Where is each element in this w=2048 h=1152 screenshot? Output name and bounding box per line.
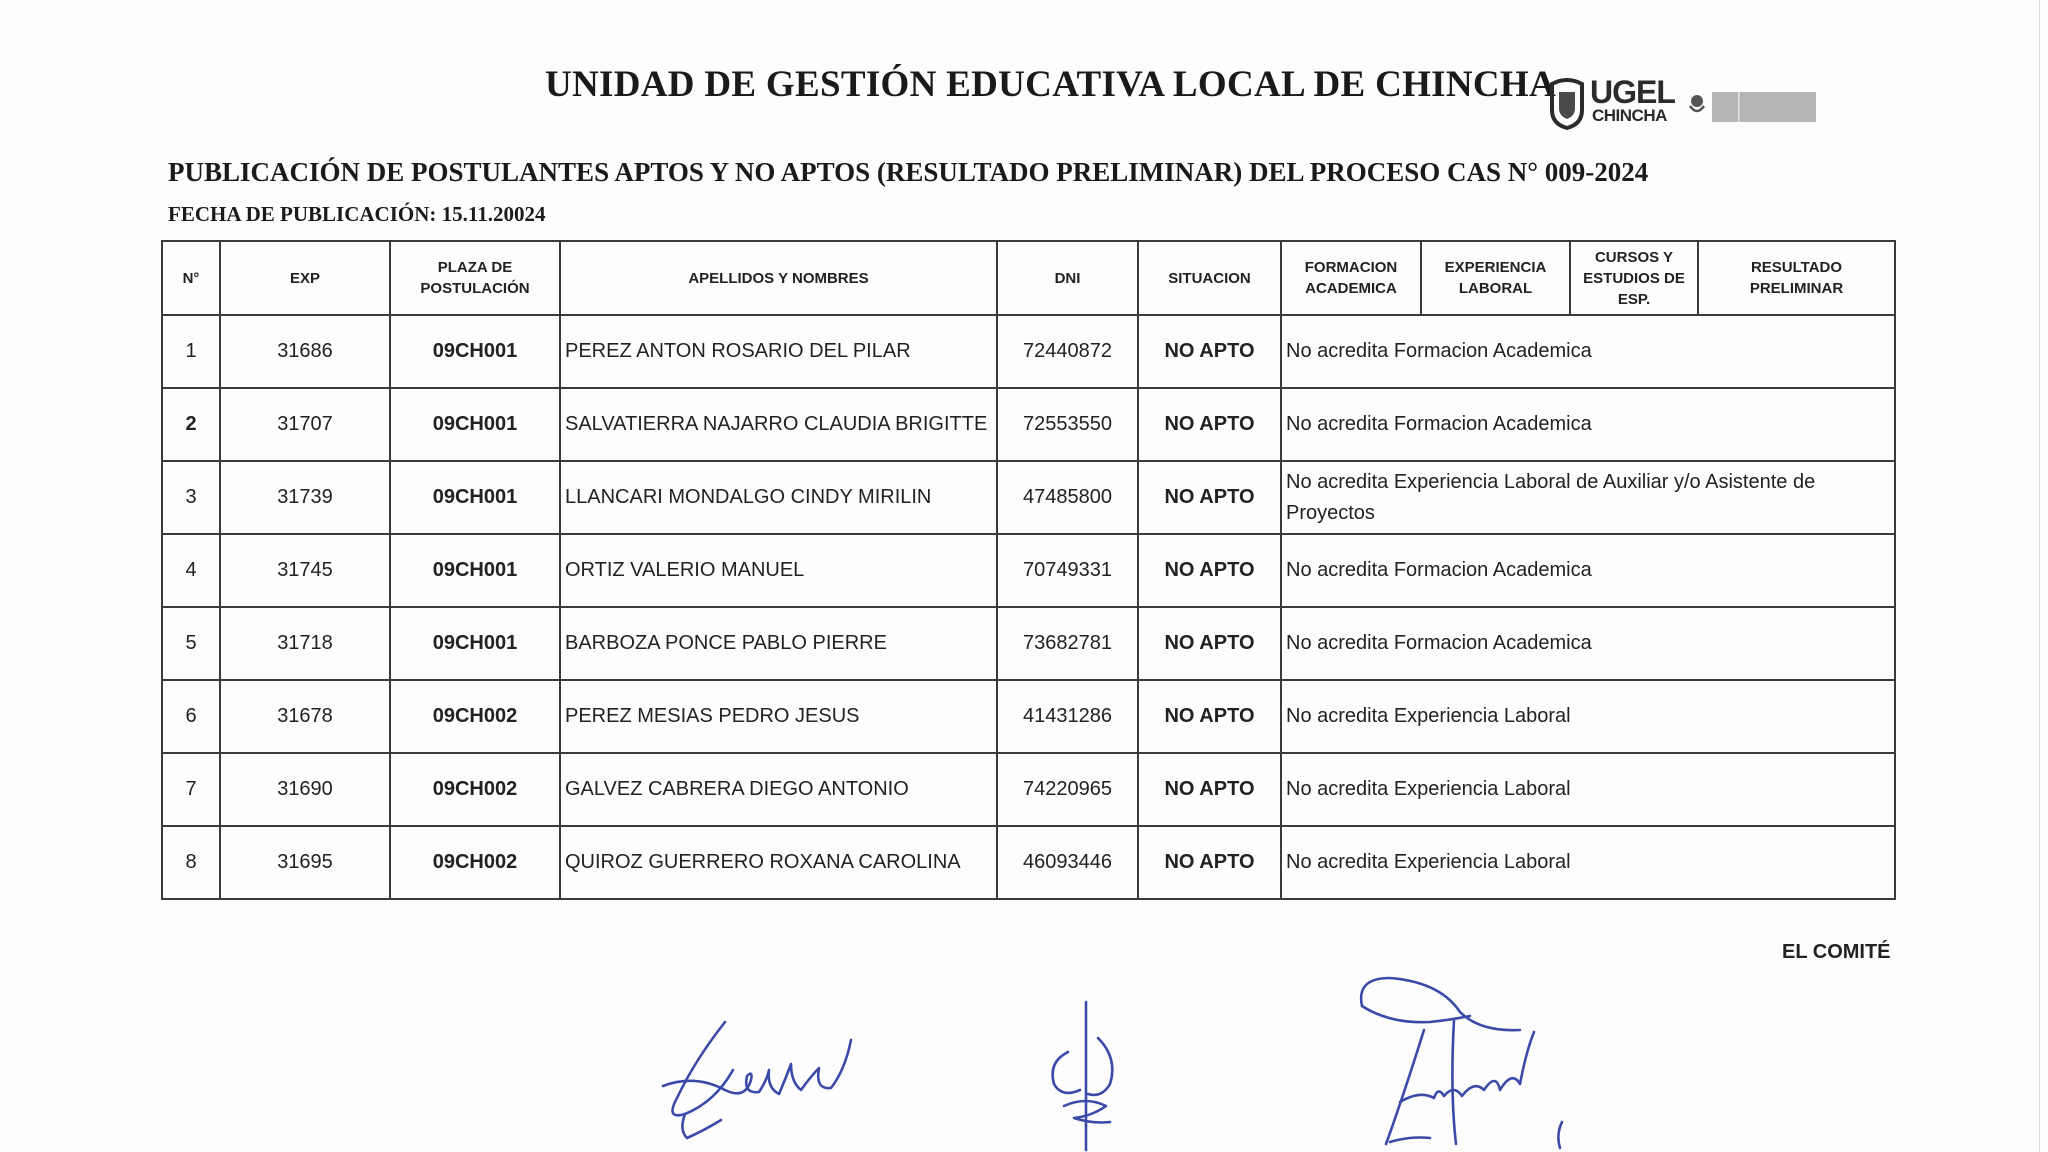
row-situacion: NO APTO	[1138, 680, 1281, 753]
row-exp: 31707	[220, 388, 390, 461]
publication-date: FECHA DE PUBLICACIÓN: 15.11.20024	[168, 202, 546, 226]
row-situacion: NO APTO	[1138, 388, 1281, 461]
table-row	[162, 315, 1895, 388]
row-dni: 73682781	[997, 607, 1138, 680]
row-observacion: No acredita Formacion Academica	[1281, 315, 1895, 388]
table-row	[162, 534, 1895, 607]
row-num: 8	[162, 826, 220, 899]
table-row	[162, 826, 1895, 899]
ugel-logo	[1548, 72, 1818, 134]
row-situacion: NO APTO	[1138, 826, 1281, 899]
national-emblem-icon	[1686, 92, 1708, 116]
row-exp: 31695	[220, 826, 390, 899]
row-observacion: No acredita Formacion Academica	[1281, 607, 1895, 680]
row-nombre: PEREZ ANTON ROSARIO DEL PILAR	[560, 315, 997, 388]
row-plaza: 09CH002	[390, 826, 560, 899]
page-edge-line	[2039, 0, 2040, 1152]
row-num: 5	[162, 607, 220, 680]
header-plaza: PLAZA DE POSTULACIÓN	[390, 241, 560, 315]
row-observacion: No acredita Experiencia Laboral	[1281, 826, 1895, 899]
table-row	[162, 461, 1895, 534]
ministry-banner	[1712, 92, 1816, 122]
row-dni: 47485800	[997, 461, 1138, 534]
logo-ugel-text: UGEL	[1590, 74, 1675, 110]
row-situacion: NO APTO	[1138, 315, 1281, 388]
row-dni: 74220965	[997, 753, 1138, 826]
table-header-row	[162, 241, 1895, 315]
row-exp: 31678	[220, 680, 390, 753]
row-num: 3	[162, 461, 220, 534]
row-situacion: NO APTO	[1138, 461, 1281, 534]
row-num: 7	[162, 753, 220, 826]
table-row	[162, 680, 1895, 753]
header-situacion: SITUACION	[1138, 241, 1281, 315]
row-plaza: 09CH002	[390, 753, 560, 826]
row-nombre: SALVATIERRA NAJARRO CLAUDIA BRIGITTE	[560, 388, 997, 461]
document-subtitle: PUBLICACIÓN DE POSTULANTES APTOS Y NO APTOS (RESULTADO PRELIMINAR) DEL PROCESO CAS N° 009-2024	[168, 157, 1649, 187]
header-cursos: CURSOS Y ESTUDIOS DE ESP.	[1570, 241, 1698, 315]
header-formacion: FORMACION ACADEMICA	[1281, 241, 1421, 315]
table-row	[162, 607, 1895, 680]
row-plaza: 09CH002	[390, 680, 560, 753]
results-table	[161, 240, 1896, 900]
row-dni: 72553550	[997, 388, 1138, 461]
row-observacion: No acredita Experiencia Laboral	[1281, 680, 1895, 753]
row-plaza: 09CH001	[390, 461, 560, 534]
row-observacion: No acredita Formacion Academica	[1281, 534, 1895, 607]
row-num: 6	[162, 680, 220, 753]
row-observacion: No acredita Experiencia Laboral de Auxiliar y/o Asistente de Proyectos	[1281, 461, 1895, 534]
header-nombres: APELLIDOS Y NOMBRES	[560, 241, 997, 315]
table-row	[162, 753, 1895, 826]
row-dni: 72440872	[997, 315, 1138, 388]
header-exp: EXP	[220, 241, 390, 315]
row-num: 2	[162, 388, 220, 461]
row-exp: 31690	[220, 753, 390, 826]
row-exp: 31718	[220, 607, 390, 680]
header-dni: DNI	[997, 241, 1138, 315]
row-situacion: NO APTO	[1138, 534, 1281, 607]
header-resultado: RESULTADO PRELIMINAR	[1698, 241, 1895, 315]
row-plaza: 09CH001	[390, 534, 560, 607]
row-exp: 31686	[220, 315, 390, 388]
row-exp: 31745	[220, 534, 390, 607]
row-nombre: PEREZ MESIAS PEDRO JESUS	[560, 680, 997, 753]
header-experiencia: EXPERIENCIA LABORAL	[1421, 241, 1570, 315]
logo-chincha-text: CHINCHA	[1592, 106, 1667, 125]
table-row	[162, 388, 1895, 461]
row-dni: 41431286	[997, 680, 1138, 753]
row-situacion: NO APTO	[1138, 607, 1281, 680]
signature-3	[1350, 972, 1580, 1152]
row-nombre: LLANCARI MONDALGO CINDY MIRILIN	[560, 461, 997, 534]
row-plaza: 09CH001	[390, 315, 560, 388]
row-dni: 70749331	[997, 534, 1138, 607]
row-nombre: QUIROZ GUERRERO ROXANA CAROLINA	[560, 826, 997, 899]
signature-2	[1040, 998, 1130, 1152]
row-exp: 31739	[220, 461, 390, 534]
row-num: 4	[162, 534, 220, 607]
row-observacion: No acredita Formacion Academica	[1281, 388, 1895, 461]
committee-label: EL COMITÉ	[1782, 941, 1891, 963]
row-plaza: 09CH001	[390, 607, 560, 680]
row-nombre: BARBOZA PONCE PABLO PIERRE	[560, 607, 997, 680]
row-plaza: 09CH001	[390, 388, 560, 461]
row-nombre: ORTIZ VALERIO MANUEL	[560, 534, 997, 607]
row-nombre: GALVEZ CABRERA DIEGO ANTONIO	[560, 753, 997, 826]
shield-icon	[1548, 78, 1586, 130]
row-observacion: No acredita Experiencia Laboral	[1281, 753, 1895, 826]
row-num: 1	[162, 315, 220, 388]
header-num: N°	[162, 241, 220, 315]
document-title: UNIDAD DE GESTIÓN EDUCATIVA LOCAL DE CHINCHA	[545, 64, 1557, 105]
signature-1	[655, 1010, 865, 1150]
row-situacion: NO APTO	[1138, 753, 1281, 826]
row-dni: 46093446	[997, 826, 1138, 899]
